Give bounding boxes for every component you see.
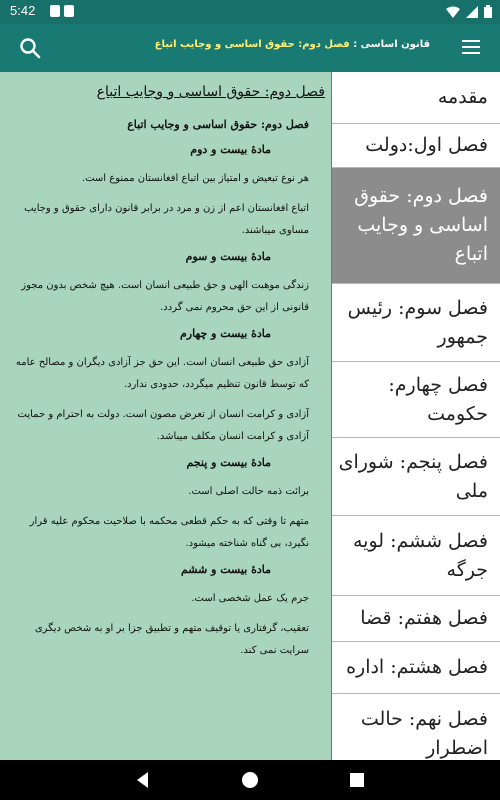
article-paragraph: اتباع افغانستان اعم از زن و مرد در برابر قانون دارای حقوق و وجایب مساوی میباشند. bbox=[24, 203, 309, 236]
article-paragraph: زندگی موهبت الهی و حق طبیعی انسان است. هیچ شخص بدون مجوز قانونی از این حق محروم نمی گردد. bbox=[21, 280, 309, 313]
article-title: مادهٔ بیست و چهارم bbox=[179, 327, 271, 340]
search-icon bbox=[18, 36, 42, 60]
chapter-item-introduction[interactable] bbox=[332, 72, 500, 124]
article-paragraph: هر نوع تبعیض و امتیاز بین اتباع افغانستان ممنوع است. bbox=[81, 173, 309, 184]
chapter-item-label: فصل هفتم: قضا bbox=[360, 607, 488, 629]
storage-icon bbox=[64, 5, 74, 17]
battery-icon bbox=[484, 5, 492, 18]
recents-button[interactable] bbox=[347, 770, 367, 790]
chapter-item-label: فصل اول:دولت bbox=[365, 134, 488, 156]
status-time: 5:42 bbox=[10, 3, 36, 18]
navigation-bar bbox=[0, 760, 500, 800]
article-paragraph: تعقیب، گرفتاری یا توقیف متهم و تطبیق جزا بر او به شخص دیگری سرایت نمی کند. bbox=[34, 623, 309, 656]
wifi-icon bbox=[446, 6, 460, 18]
article-paragraph: جرم یک عمل شخصی است. bbox=[191, 593, 309, 604]
article-paragraph: آزادی و کرامت انسان از تعرض مصون است. دولت به احترام و حمایت آزادی و کرامت انسان مکلف میباشد. bbox=[17, 409, 309, 442]
chapter-item-7[interactable] bbox=[332, 596, 500, 642]
chapter-item-label: فصل سوم: رئیس جمهور bbox=[347, 296, 488, 348]
chapter-item-label: فصل نهم: حالت اضطرار bbox=[360, 707, 488, 759]
recents-icon bbox=[347, 770, 367, 790]
notification-icons bbox=[50, 5, 74, 17]
chapter-item-label: فصل دوم: حقوق اساسی و وجایب اتباع bbox=[354, 185, 488, 265]
hamburger-menu-icon[interactable] bbox=[462, 40, 480, 56]
chapter-item-label: مقدمه bbox=[437, 86, 488, 108]
back-button[interactable] bbox=[133, 770, 153, 790]
app-title-prefix: قانون اساسی : bbox=[353, 39, 430, 50]
chapter-item-2[interactable] bbox=[332, 168, 500, 284]
article-paragraph: آزادی حق طبیعی انسان است. این حق جز آزادی دیگران و مصالح عامه که توسط قانون تنظیم میگردد، حدودی ندارد. bbox=[15, 357, 309, 390]
system-icons bbox=[446, 5, 492, 18]
chapter-item-label: فصل ششم: لویه جرگه bbox=[352, 529, 488, 581]
article-paragraph: برائت ذمه حالت اصلی است. bbox=[188, 486, 309, 497]
article-title: مادهٔ بیست و پنجم bbox=[186, 456, 271, 469]
chapter-item-4[interactable] bbox=[332, 362, 500, 438]
chapter-item-label: فصل چهارم: حکومت bbox=[388, 373, 488, 425]
app-title bbox=[155, 39, 430, 50]
chapter-item-label: فصل هشتم: اداره bbox=[346, 656, 488, 678]
article-title: مادهٔ بیست و دوم bbox=[190, 143, 271, 156]
article-paragraph: متهم تا وقتی که به حکم قطعی محکمه با صلاحیت محکوم علیه قرار نگیرد، بی گناه شناخته میشود. bbox=[29, 516, 309, 549]
content-body bbox=[6, 118, 321, 670]
chapter-item-label: فصل پنجم: شورای ملی bbox=[338, 450, 488, 502]
chapter-list bbox=[332, 72, 500, 760]
chapter-item-3[interactable] bbox=[332, 284, 500, 362]
chapter-item-8[interactable] bbox=[332, 642, 500, 694]
article-title: مادهٔ بیست و سوم bbox=[185, 250, 271, 263]
chapter-content[interactable] bbox=[0, 72, 332, 760]
chapter-item-9[interactable] bbox=[332, 694, 500, 760]
home-icon bbox=[240, 770, 260, 790]
sd-card-icon bbox=[50, 5, 60, 17]
home-button[interactable] bbox=[240, 770, 260, 790]
content-heading: فصل دوم: حقوق اساسی و وجایب اتباع bbox=[96, 84, 325, 100]
chapter-item-1[interactable] bbox=[332, 124, 500, 168]
back-icon bbox=[133, 770, 153, 790]
chapter-item-6[interactable] bbox=[332, 516, 500, 596]
app-bar bbox=[0, 24, 500, 72]
signal-icon bbox=[466, 6, 478, 18]
article-title: مادهٔ بیست و ششم bbox=[180, 563, 271, 576]
chapter-item-5[interactable] bbox=[332, 438, 500, 516]
status-bar bbox=[0, 0, 500, 24]
search-button[interactable] bbox=[18, 36, 42, 60]
app-title-chapter: فصل دوم: حقوق اساسی و وجایب اتباع bbox=[154, 39, 350, 50]
section-title: فصل دوم: حقوق اساسی و وجایب اتباع bbox=[127, 118, 309, 131]
